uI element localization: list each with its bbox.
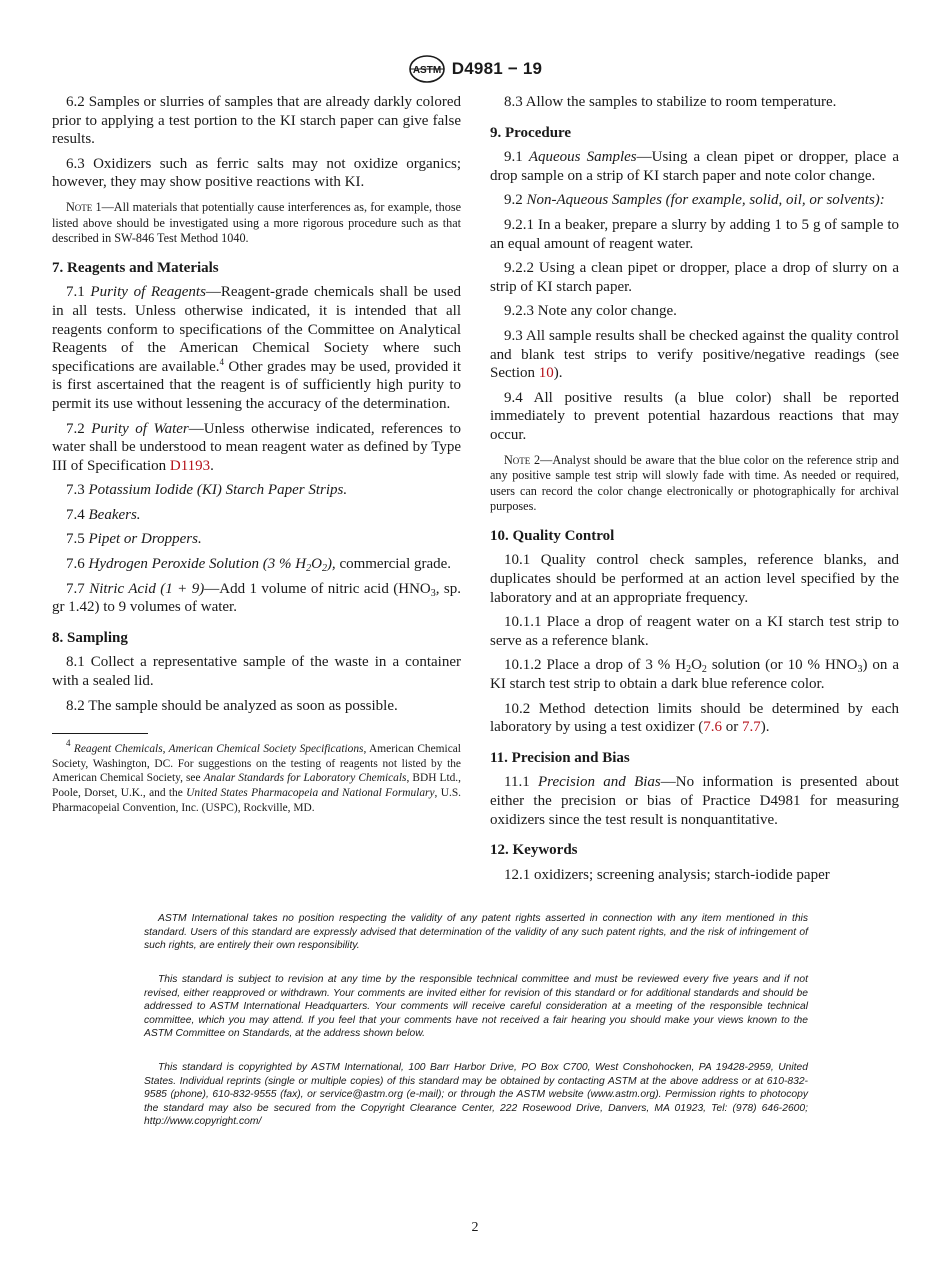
- para-8-1: 8.1 Collect a representative sample of the waste in a container with a sealed lid.: [52, 654, 461, 690]
- astm-logo-icon: [408, 54, 446, 84]
- left-column: [52, 93, 461, 815]
- para-7-1: 7.1 Purity of Reagents—Reagent-grade chemicals shall be used in all tests. Unless otherwise indicated, it is intended that all reagents conform to specifications of the Committee on Analytical Reagents of the American Chemical Society where such specifications are available.$^4$ Other grades may be used, provided it is first ascertained that the reagent is of sufficiently high purity to permit its use without lessening the accuracy of the determination.: [52, 284, 462, 412]
- para-9-2: 9.2 Non-Aqueous Samples (for example, solid, oil, or solvents):: [504, 192, 885, 209]
- para-11-1: 11.1 Precision and Bias—No information is presented about either the precision or bias of Practice D4981 for measuring oxidizers since the test result is nonquantitative.: [490, 774, 899, 828]
- section-8-heading: 8. Sampling: [52, 629, 128, 646]
- para-7-3: 7.3 Potassium Iodide (KI) Starch Paper Strips.: [66, 482, 348, 499]
- para-7-4: 7.4 Beakers.: [66, 506, 141, 523]
- para-10-1-2: 10.1.2 Place a drop of 3 % $H_2O_2$ solution (or 10 % $HNO_3$) on a KI starch test strip to obtain a dark blue reference color.: [490, 657, 899, 693]
- section-7-heading: 7. Reagents and Materials: [52, 259, 219, 276]
- para-9-2-2: 9.2.2 Using a clean pipet or dropper, place a drop of slurry on a strip of KI starch paper.: [490, 260, 899, 295]
- para-10-1-1: 10.1.1 Place a drop of reagent water on a KI starch test strip to serve as a reference blank.: [490, 614, 899, 649]
- para-8-3: 8.3 Allow the samples to stabilize to room temperature.: [504, 94, 837, 110]
- para-7-5: 7.5 Pipet or Droppers.: [66, 531, 202, 548]
- legal-revision-notice: This standard is subject to revision at any time by the responsible technical committee and must be reviewed every five years and if not revised, either reapproved or withdrawn. Your comments are invited either for revision of this standard or for additional standards and should be addressed to ASTM International Headquarters. Your comments will receive careful consideration at a meeting of the responsible technical committee, which you may attend. If you feel that your comments have not received a fair hearing you should make your views known to the ASTM Committee on Standards, at the address shown below.: [144, 974, 808, 1040]
- document-id: D4981 − 19: [451, 59, 543, 78]
- link-7-6[interactable]: 7.6: [703, 719, 723, 736]
- para-10-1: 10.1 Quality control check samples, reference blanks, and duplicates should be performed at an action level specified by the laboratory and at an appropriate frequency.: [490, 552, 899, 606]
- footnote-4: $^4$ Reagent Chemicals, American Chemical Society Specifications, American Chemical Society, Washington, DC. For suggestions on the testing of reagents not listed by the American Chemical Society, see Analar Standards for Laboratory Chemicals, BDH Ltd., Poole, Dorset, U.K., and the United States Pharmacopeia and National Formulary, U.S. Pharmacopeial Convention, Inc. (USPC), Rockville, MD.: [52, 738, 462, 814]
- para-9-2-1: 9.2.1 In a beaker, prepare a slurry by adding 1 to 5 g of sample to an equal amount of reagent water.: [490, 216, 899, 252]
- note-2: Note 2—Analyst should be aware that the blue color on the reference strip and any positive sample test strip will slowly fade with time. As needed or required, users can record the color change electronically or photographically for archival purposes.: [490, 452, 899, 514]
- para-9-4: 9.4 All positive results (a blue color) shall be reported immediately to prevent potential hazardous reactions that may occur.: [490, 389, 899, 443]
- section-9-heading: 9. Procedure: [490, 124, 572, 141]
- link-d1193[interactable]: D1193: [169, 457, 211, 474]
- section-12-heading: 12. Keywords: [490, 842, 578, 859]
- para-6-3: 6.3 Oxidizers such as ferric salts may not oxidize organics; however, they may show positive reactions with KI.: [52, 155, 461, 191]
- link-7-7[interactable]: 7.7: [742, 719, 761, 736]
- para-6-2: 6.2 Samples or slurries of samples that are already darkly colored prior to applying a test portion to the KI starch paper can give false results.: [52, 94, 461, 148]
- para-9-2-3: 9.2.3 Note any color change.: [504, 303, 677, 320]
- page-header: [0, 54, 950, 84]
- para-9-3: 9.3 All sample results shall be checked against the quality control and blank test strips to verify positive/negative readings (see Section 10).: [490, 327, 899, 382]
- link-section-10[interactable]: 10: [538, 365, 554, 382]
- legal-patent-notice: ASTM International takes no position respecting the validity of any patent rights asserted in connection with any item mentioned in this standard. Users of this standard are expressly advised that determination of the validity of any such patent rights, and the risk of infringement of such rights, are entirely their own responsibility.: [144, 913, 808, 952]
- para-9-1: 9.1 Aqueous Samples—Using a clean pipet or dropper, place a drop sample on a strip of KI starch paper and note color change.: [490, 149, 899, 184]
- section-10-heading: 10. Quality Control: [490, 527, 615, 544]
- para-8-2: 8.2 The sample should be analyzed as soon as possible.: [66, 697, 398, 714]
- legal-copyright-notice: This standard is copyrighted by ASTM International, 100 Barr Harbor Drive, PO Box C700, West Conshohocken, PA 19428-2959, United States. Individual reprints (single or multiple copies) of this standard may be obtained by contacting ASTM at the above address or at 610-832-9585 (phone), 610-832-9555 (fax), or service@astm.org (e-mail); or through the ASTM website (www.astm.org). Permission rights to photocopy the standard may also be secured from the Copyright Clearance Center, 222 Rosewood Drive, Danvers, MA 01923, Tel: (978) 646-2600; http://www.copyright.com/: [144, 1062, 808, 1128]
- footnote-divider: [52, 733, 148, 734]
- section-11-heading: 11. Precision and Bias: [490, 749, 630, 766]
- para-10-2: 10.2 Method detection limits should be determined by each laboratory by using a test oxidizer (7.6 or 7.7).: [490, 700, 899, 736]
- note-1: Note 1—All materials that potentially cause interferences as, for example, those listed above should be investigated using a more rigorous procedure such as that described in SW-846 Test Method 1040.: [52, 199, 461, 246]
- para-7-2: 7.2 Purity of Water—Unless otherwise indicated, references to water shall be understood to mean reagent water as defined by Type III of Specification D1193.: [52, 420, 461, 474]
- page-number: 2: [471, 1220, 479, 1235]
- right-column: [490, 93, 899, 890]
- para-7-6: 7.6 Hydrogen Peroxide Solution (3 % $H_2O_2$), commercial grade.: [66, 556, 452, 575]
- para-12-1: 12.1 oxidizers; screening analysis; starch-iodide paper: [504, 866, 830, 883]
- para-7-7: 7.7 Nitric Acid (1 + 9)—Add 1 volume of nitric acid ($HNO_3$, sp. gr 1.42) to 9 volumes of water.: [52, 580, 462, 616]
- svg-text:ASTM: ASTM: [412, 65, 441, 76]
